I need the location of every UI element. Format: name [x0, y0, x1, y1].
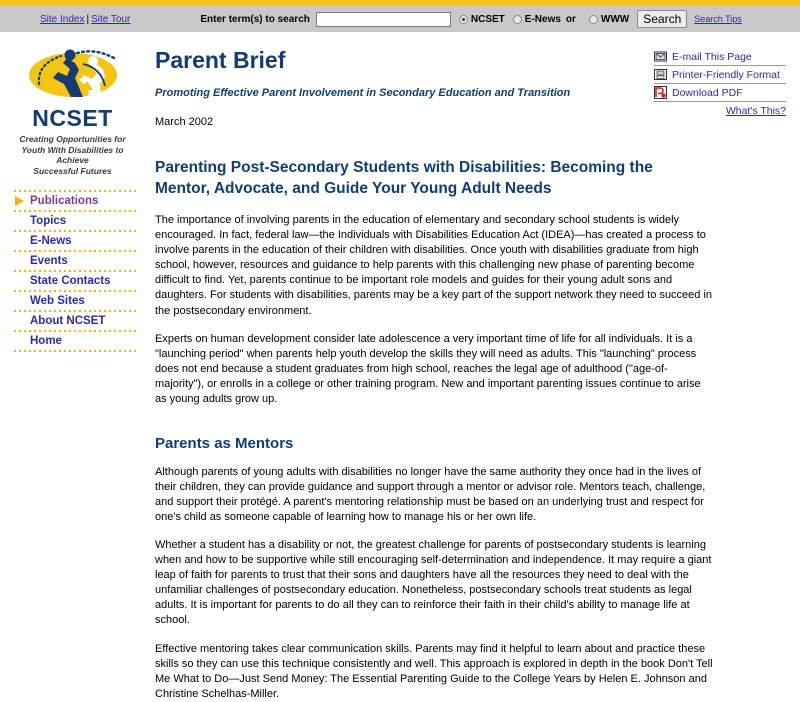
whats-this-row	[654, 102, 786, 117]
search-label: Enter term(s) to search	[200, 13, 310, 25]
ncset-logo-icon	[17, 44, 129, 106]
sidebar	[0, 36, 145, 352]
sidebar-item-label: Publications	[30, 194, 99, 207]
article-paragraph-4: Whether a student has a disability or not, the greatest challenge for parents of postsecondary students is learning when and how to be supportive while still encouraging self-determination and independence. It may require a giant leap of faith for parents to trust that their sons and daughters have all the resources they need to deal with the unfamiliar challenges of postsecondary education. Nonetheless, postsecondary schools treat students as legal adults. It is important for parents to do all they can to reinforce their faith in their child's ability to manage life at school.	[155, 539, 712, 627]
article-paragraph-2: Experts on human development consider late adolescence a very important time of life for all individuals. It is a "launching period" when parents help youth develop the skills they will need as adults. This "launching" process does not end because a student graduates from high school, reaches the legal age of adulthood ("age-of-majority"), or enrolls in a college or other training program. New and important parenting issues continue to arise as young adults grow up.	[155, 332, 701, 405]
arrow-right-icon	[15, 196, 24, 206]
logo-tagline	[6, 134, 139, 177]
publication-date: March 2002	[155, 116, 214, 129]
sidebar-item-events[interactable]	[14, 252, 139, 270]
logo-tagline-line3: Successful Futures	[33, 165, 112, 176]
article-paragraph-3: Although parents of young adults with disabilities no longer have the same authority they once had in the lives of their children, they can provide guidance and support through a mentor or advisor role. Mentors teach, challenge, and support their protégé. A parent's mentoring relationship must be based on an underlying trust and respect for one's child as someone capable of learning how to manage his or her own life.	[155, 465, 706, 524]
nav-divider	[14, 350, 139, 352]
logo-tagline-line2: Youth With Disabilities to Achieve	[21, 144, 124, 166]
logo-tagline-line1: Creating Opportunities for	[19, 134, 126, 144]
scope-enews-label: E-News	[524, 13, 561, 25]
article-title: Parenting Post-Secondary Students with Disabilities: Becoming the Mentor, Advocate, and Guide Your Young Adult Needs	[155, 159, 653, 198]
email-this-page-label[interactable]: E-mail This Page	[672, 50, 752, 63]
brief-masthead	[155, 44, 570, 128]
sidebar-item-label: State Contacts	[30, 274, 111, 287]
printer-friendly-link[interactable]	[654, 66, 786, 84]
site-logo[interactable]	[0, 44, 145, 177]
scope-or-text: or	[565, 13, 576, 25]
site-links	[40, 14, 130, 25]
search-input[interactable]	[316, 12, 451, 27]
printer-friendly-label[interactable]: Printer-Friendly Format	[672, 68, 780, 81]
page-title: Parent Brief	[155, 47, 286, 73]
site-tour-link[interactable]: Site Tour	[91, 13, 131, 25]
radio-ncset-icon[interactable]	[459, 15, 468, 24]
download-pdf-label[interactable]: Download PDF	[672, 86, 743, 99]
sidebar-item-publications[interactable]	[14, 192, 139, 210]
section-title-parents-as-mentors: Parents as Mentors	[155, 434, 294, 452]
scope-ncset-label: NCSET	[470, 13, 505, 25]
scope-enews-option[interactable]	[513, 14, 561, 25]
printer-icon	[654, 68, 667, 81]
page-subtitle: Promoting Effective Parent Involvement in Secondary Education and Transition	[155, 87, 571, 100]
scope-www-option[interactable]	[589, 14, 629, 25]
scope-ncset-option[interactable]	[459, 14, 505, 25]
whats-this-link[interactable]: What's This?	[725, 105, 786, 117]
article-paragraph-1: The importance of involving parents in the education of elementary and secondary school students is widely encouraged. In fact, federal law—the Individuals with Disabilities Education Act (IDEA)—has created a process to involve parents in the education of their children with disabilities. Once youth with disabilities graduate from high school, however, resources and guidance to help parents with this challenging new phase of parenting become difficult to find. Yet, parents continue to be important role models and guides for their young adult sons and daughters. For students with disabilities, parents may be a key part of the support network they need to succeed in the postsecondary environment.	[155, 214, 713, 317]
main-navigation	[0, 190, 145, 352]
radio-enews-icon[interactable]	[513, 15, 522, 24]
sidebar-item-state-contacts[interactable]	[14, 272, 139, 290]
pdf-icon	[654, 86, 667, 99]
sidebar-item-label: Topics	[30, 214, 67, 227]
utility-links	[654, 48, 786, 117]
sidebar-item-label: E-News	[30, 234, 72, 247]
search-tips-link[interactable]: Search Tips	[694, 14, 742, 24]
utility-search-bar	[0, 6, 800, 32]
site-index-link[interactable]: Site Index	[40, 13, 85, 25]
links-separator: |	[86, 13, 90, 25]
sidebar-item-web-sites[interactable]	[14, 292, 139, 310]
sidebar-item-topics[interactable]	[14, 212, 139, 230]
email-this-page-link[interactable]	[654, 48, 786, 66]
search-group	[200, 10, 741, 28]
scope-www-label: WWW	[600, 13, 630, 25]
radio-www-icon[interactable]	[589, 15, 598, 24]
sidebar-item-label: About NCSET	[30, 314, 106, 327]
sidebar-item-label: Events	[30, 254, 68, 267]
logo-wordmark: NCSET	[32, 105, 113, 131]
download-pdf-link[interactable]	[654, 84, 786, 102]
sidebar-item-home[interactable]	[14, 332, 139, 350]
search-button[interactable]: Search	[637, 10, 687, 28]
envelope-icon	[654, 50, 667, 63]
content-header	[155, 44, 786, 128]
article-paragraph-5: Effective mentoring takes clear communication skills. Parents may find it helpful to learn about and practice these skills so they can use this technique consistently and well. This approach is explored in depth in the book Don't Tell Me What to Do—Just Send Money: The Essential Parenting Guide to the College Years by Helen E. Johnson and Christine Schelhas-Miller.	[155, 642, 713, 700]
search-tips	[694, 14, 742, 24]
sidebar-item-label: Web Sites	[30, 294, 85, 307]
main-content	[145, 36, 800, 702]
page-layout	[0, 36, 800, 702]
sidebar-item-enews[interactable]	[14, 232, 139, 250]
sidebar-item-label: Home	[30, 334, 62, 347]
sidebar-item-about-ncset[interactable]	[14, 312, 139, 330]
